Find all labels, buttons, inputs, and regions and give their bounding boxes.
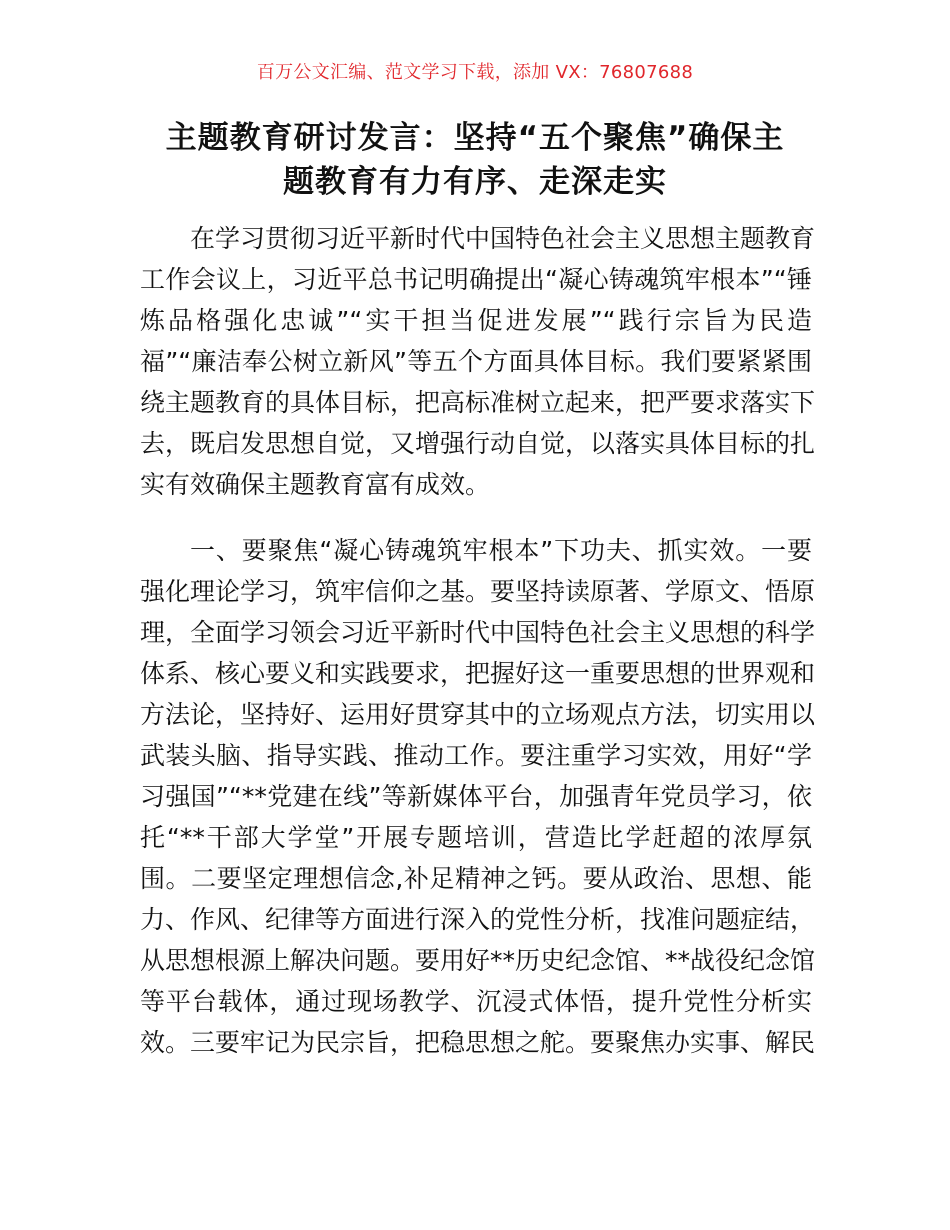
watermark-header: 百万公文汇编、范文学习下载，添加 VX：76807688: [256, 62, 694, 83]
text-line: 理，全面学习领会习近平新时代中国特色社会主义思想的科学: [140, 618, 816, 647]
text-line: 一、要聚焦“凝心铸魂筑牢根本”下功夫、抓实效。一要: [190, 536, 812, 565]
text-line: 强化理论学习，筑牢信仰之基。要坚持读原著、学原文、悟原: [140, 577, 816, 606]
document-title: [120, 116, 830, 204]
text-line: 工作会议上，习近平总书记明确提出“凝心铸魂筑牢根本”“锤: [140, 265, 812, 294]
title-line: 主题教育研讨发言：坚持“五个聚焦”确保主: [165, 120, 785, 156]
text-line: 方法论，坚持好、运用好贯穿其中的立场观点方法，切实用以: [140, 700, 816, 729]
text-line: 托“**干部大学堂”开展专题培训，营造比学赶超的浓厚氛: [140, 823, 812, 852]
paragraph-intro: [140, 218, 816, 505]
text-line: 从思想根源上解决问题。要用好**历史纪念馆、**战役纪念馆: [140, 946, 816, 975]
text-line: 实有效确保主题教育富有成效。: [140, 470, 491, 499]
text-line: 力、作风、纪律等方面进行深入的党性分析，找准问题症结，: [140, 905, 816, 934]
text-line: 围。二要坚定理想信念,补足精神之钙。要从政治、思想、能: [140, 864, 812, 893]
title-line: 题教育有力有序、走深走实: [283, 164, 667, 200]
text-line: 等平台载体，通过现场教学、沉浸式体悟，提升党性分析实: [140, 987, 812, 1016]
text-line: 炼品格强化忠诚”“实干担当促进发展”“践行宗旨为民造: [140, 306, 812, 335]
text-line: 体系、核心要义和实践要求，把握好这一重要思想的世界观和: [140, 659, 816, 688]
paragraph-section-one: [140, 530, 816, 1063]
text-line: 效。三要牢记为民宗旨，把稳思想之舵。要聚焦办实事、解民: [140, 1028, 816, 1057]
text-line: 习强国”“**党建在线”等新媒体平台，加强青年党员学习，依: [140, 782, 812, 811]
text-line: 绕主题教育的具体目标，把高标准树立起来，把严要求落实下: [140, 388, 816, 417]
text-line: 在学习贯彻习近平新时代中国特色社会主义思想主题教育: [190, 224, 816, 253]
text-line: 去，既启发思想自觉，又增强行动自觉，以落实具体目标的扎: [140, 429, 816, 458]
text-line: 武装头脑、指导实践、推动工作。要注重学习实效，用好“学: [140, 741, 812, 770]
text-line: 福”“廉洁奉公树立新风”等五个方面具体目标。我们要紧紧围: [140, 347, 812, 376]
